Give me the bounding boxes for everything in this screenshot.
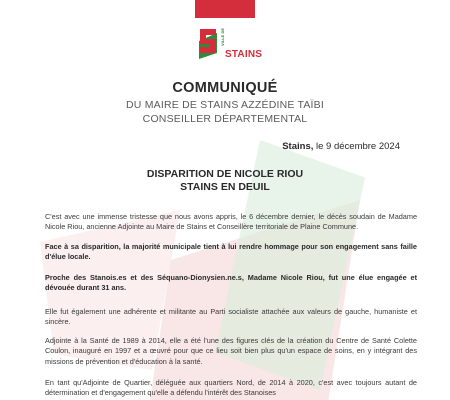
article-paragraph: Adjointe à la Santé de 1989 à 2014, elle a été l'une des figures clés de la création du Centre de Santé Colette Coulon, inauguré en 1997 et a œuvré pour que ce lieu soit bien plus qu'un espace de soins, en y intégrant des missions de prévention et d'éducation à la santé. <box>45 336 417 366</box>
page-subtitle-line1: DU MAIRE DE STAINS AZZÉDINE TAÏBI <box>126 99 324 111</box>
article-title-line2: STAINS EN DEUIL <box>180 181 270 193</box>
header-red-band <box>195 0 255 18</box>
article-paragraph-bold: Proche des Stanois.es et des Séquano-Dionysien.ne.s, Madame Nicole Riou, fut une élue engagée et dévouée durant 31 ans. <box>45 273 417 293</box>
stains-s-logo-icon <box>197 27 219 61</box>
dateline-date: le 9 décembre 2024 <box>313 141 400 152</box>
article-title-line1: DISPARITION DE NICOLE RIOU <box>146 168 304 180</box>
dateline-place: Stains, <box>282 141 314 152</box>
stains-logo <box>197 27 262 67</box>
article-paragraph: En tant qu'Adjointe de Quartier, déléguée aux quartiers Nord, de 2014 à 2020, c'est avec toujours autant de détermination et d'engagement qu'elle a défendu l'intérêt des Stanoises <box>45 378 417 398</box>
article-paragraph-bold: Face à sa disparition, la majorité municipale tient à lui rendre hommage pour son engagement sans faille d'élue locale. <box>45 242 417 262</box>
article-paragraph: C'est avec une immense tristesse que nous avons appris, le 6 décembre dernier, le décès soudain de Madame Nicole Riou, ancienne Adjointe au Maire de Stains et Conseillère territoriale de Plaine Commune. <box>45 212 417 232</box>
page-subtitle-line2: CONSEILLER DÉPARTEMENTAL <box>142 113 308 125</box>
article-paragraph: Elle fut également une adhérente et militante au Parti socialiste attachée aux valeurs de gauche, humaniste et sincère. <box>45 307 417 327</box>
logo-name: STAINS <box>225 49 263 60</box>
page-title: COMMUNIQUÉ <box>172 80 278 96</box>
logo-ville-de-text: VILLE DE <box>220 27 225 46</box>
dateline <box>282 141 400 152</box>
